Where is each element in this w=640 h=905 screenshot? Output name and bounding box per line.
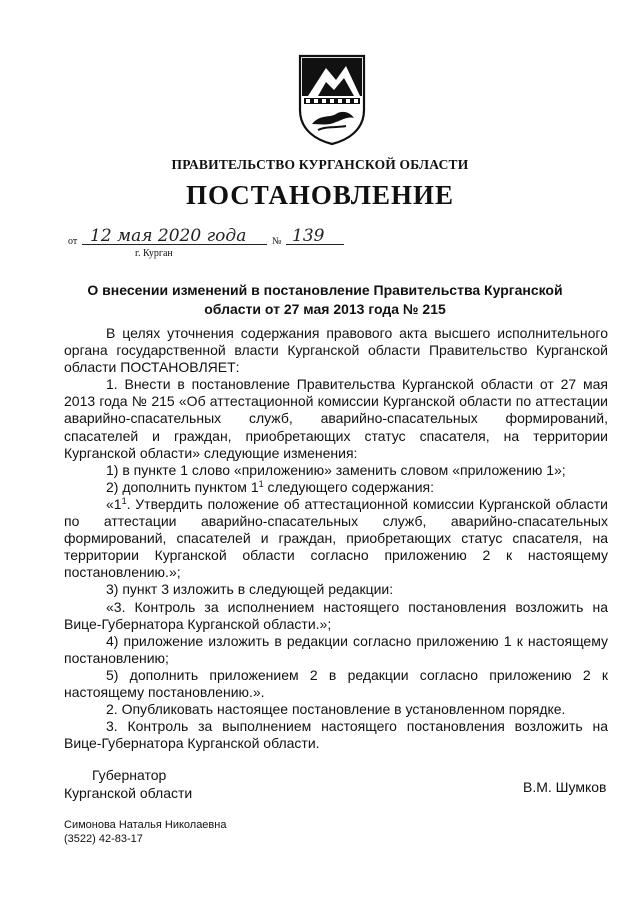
subitem-2-text: 2) дополнить пунктом 1 xyxy=(106,478,259,495)
contact-phone: (3522) 42-83-17 xyxy=(64,833,143,845)
document-heading xyxy=(60,281,590,319)
date-prefix-label: от xyxy=(68,236,78,247)
document-type-title: ПОСТАНОВЛЕНИЕ xyxy=(185,180,455,210)
paragraph-item-2: 2. Опубликовать настоящее постановление в установленном порядке. xyxy=(106,701,566,718)
subitem-2-text-end: следующего содержания: xyxy=(263,478,435,495)
new-point-text: . Утвердить положение об аттестационной комиссии Курганской области по аттестации аварийно-спасательных служб, аварийно-спасательных формирований, спасателей и граждан, приобретающих статус спасателя, на территории Курганской области согласно приложению 2 к настоящему постановлению.»; xyxy=(64,495,608,581)
paragraph-item-1: 1. Внести в постановление Правительства Курганской области от 27 мая 2013 года № 215 «Об аттестационной комиссии Курганской области по аттестации аварийно-спасательных служб, аварийно-спасательных формирований, спасателей и граждан, приобретающих статус спасателя, на территории Курганской области» следующие изменения: xyxy=(64,376,608,461)
paragraph-item-3: 3. Контроль за выполнением настоящего постановления возложить на Вице-Губернатора Курганской области. xyxy=(64,718,608,752)
paragraph-preamble: В целях уточнения содержания правового акта высшего исполнительного органа государственной власти Курганской области Правительство Курганской области ПОСТАНОВЛЯЕТ: xyxy=(64,325,608,376)
signatory-name: В.М. Шумков xyxy=(523,779,607,795)
paragraph-subitem-1: 1) в пункте 1 слово «приложению» заменить словом «приложению 1»; xyxy=(106,461,566,478)
handwritten-date: 12 мая 2020 года xyxy=(90,226,247,246)
government-name: ПРАВИТЕЛЬСТВО КУРГАНСКОЙ ОБЛАСТИ xyxy=(171,157,469,172)
paragraph-subitem-2 xyxy=(64,479,608,496)
date-number-line xyxy=(68,226,368,256)
city-label: г. Курган xyxy=(135,248,173,259)
superscript-mark: 1 xyxy=(121,495,127,506)
contact-block xyxy=(64,818,226,846)
paragraph-subitem-3: 3) пункт 3 изложить в следующей редакции: xyxy=(106,581,394,598)
contact-person: Симонова Наталья Николаевна xyxy=(64,819,227,831)
document-body xyxy=(64,325,608,752)
position-line-1: Губернатор xyxy=(92,767,167,783)
paragraph-point-3-text: «3. Контроль за исполнением настоящего постановления возложить на Вице-Губернатора Курганской области.»; xyxy=(64,598,608,632)
paragraph-subitem-4: 4) приложение изложить в редакции согласно приложению 1 к настоящему постановлению; xyxy=(64,632,608,666)
superscript-mark: 1 xyxy=(258,478,264,489)
number-label: № xyxy=(272,236,282,247)
heading-line-1: О внесении изменений в постановление Правительства Курганской xyxy=(87,282,563,298)
handwritten-number: 139 xyxy=(292,226,325,246)
paragraph-subitem-5: 5) дополнить приложением 2 в редакции согласно приложению 2 к настоящему постановлению.». xyxy=(64,666,608,700)
heading-line-2: области от 27 мая 2013 года № 215 xyxy=(204,301,446,317)
new-point-open: «1 xyxy=(106,495,122,512)
signatory-position xyxy=(64,766,192,802)
paragraph-new-point xyxy=(64,496,608,581)
coat-of-arms-emblem xyxy=(296,54,368,146)
position-line-2: Курганской области xyxy=(64,785,193,801)
